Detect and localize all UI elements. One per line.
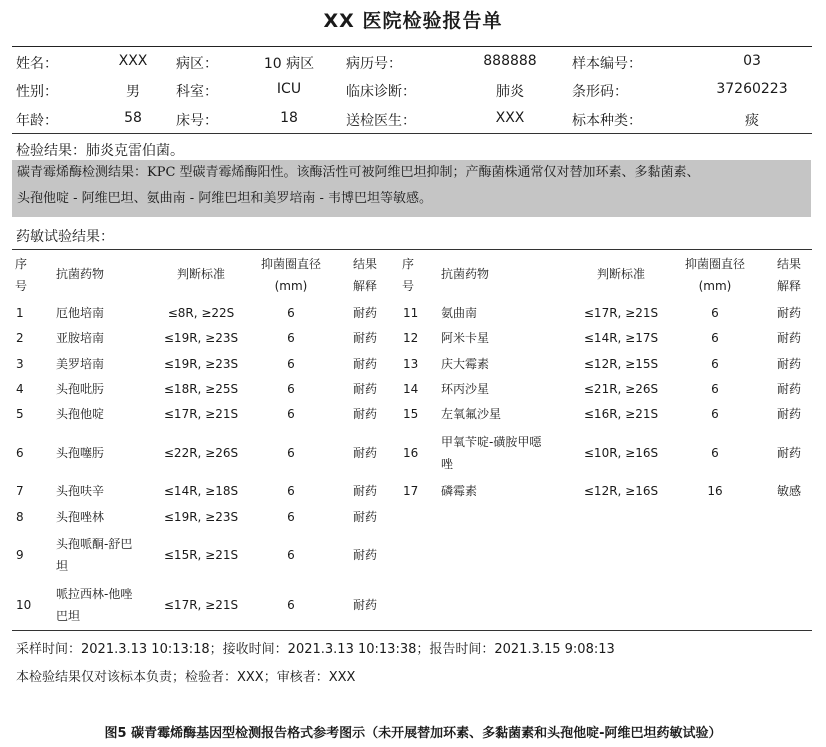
row-criteria: ≤19R, ≥23S	[163, 510, 239, 524]
sex-value: 男	[126, 84, 140, 100]
top-rule	[12, 46, 812, 47]
row-criteria: ≤14R, ≥18S	[163, 484, 239, 498]
row-zone: 6	[287, 382, 295, 396]
row-interp: 耐药	[776, 382, 801, 396]
responsibility-note: 本检验结果仅对该标本负责；检验者：XXX；审核者：XXX	[16, 670, 356, 685]
patient-info-row-3	[12, 105, 812, 133]
row-zone: 6	[711, 382, 719, 396]
row-no: 9	[16, 548, 24, 562]
row-criteria: ≤10R, ≥16S	[583, 446, 659, 460]
department-value: ICU	[276, 81, 302, 97]
row-drug: 头孢哌酮-舒巴坦	[56, 537, 133, 573]
row-no: 2	[16, 331, 24, 345]
row-zone: 16	[707, 484, 723, 498]
row-interp: 耐药	[352, 548, 377, 562]
header-zone-text: (mm)	[274, 279, 308, 293]
row-zone: 6	[287, 306, 295, 320]
row-no: 6	[16, 446, 24, 460]
header-criteria-left: 判断标准	[176, 267, 225, 281]
row-no: 7	[16, 484, 24, 498]
row-zone: 6	[711, 407, 719, 421]
barcode-label: 条形码：	[572, 84, 628, 100]
row-zone: 6	[287, 446, 295, 460]
row-drug: 甲氧苄啶-磺胺甲噁唑	[441, 435, 542, 471]
row-no: 11	[403, 306, 419, 320]
row-zone: 6	[711, 446, 719, 460]
row-interp: 耐药	[776, 407, 801, 421]
row-drug: 环丙沙星	[441, 382, 490, 396]
row-interp: 耐药	[352, 510, 377, 524]
ast-label: 药敏试验结果：	[16, 229, 114, 245]
row-zone: 6	[711, 306, 719, 320]
row-criteria: ≤19R, ≥23S	[163, 331, 239, 345]
row-drug: 阿米卡星	[441, 331, 490, 345]
row-drug: 亚胺培南	[56, 331, 105, 345]
header-drug-left: 抗菌药物	[56, 267, 105, 281]
row-drug: 头孢唑林	[56, 510, 105, 524]
sample-no-label: 样本编号：	[572, 56, 642, 72]
diagnosis-value: 肺炎	[496, 84, 524, 100]
row-criteria: ≤18R, ≥25S	[163, 382, 239, 396]
doctor-value: XXX	[495, 110, 525, 126]
row-criteria: ≤14R, ≥17S	[583, 331, 659, 345]
row-zone: 6	[287, 548, 295, 562]
patient-info-row-2	[12, 76, 812, 104]
header-interp-left	[346, 253, 384, 297]
header-interp-text: 解释	[352, 279, 377, 293]
row-no: 14	[403, 382, 419, 396]
row-no: 12	[403, 331, 419, 345]
diagnosis-label: 临床诊断：	[346, 84, 416, 100]
table-bottom-rule	[12, 630, 812, 631]
header-no-text: 号	[14, 279, 27, 293]
table-top-rule	[12, 249, 812, 250]
header-criteria-right: 判断标准	[596, 267, 645, 281]
row-criteria: ≤22R, ≥26S	[163, 446, 239, 460]
row-interp: 耐药	[352, 446, 377, 460]
row-criteria: ≤16R, ≥21S	[583, 407, 659, 421]
row-no: 8	[16, 510, 24, 524]
row-interp: 耐药	[352, 357, 377, 371]
row-interp: 耐药	[352, 331, 377, 345]
info-rule	[12, 133, 812, 134]
specimen-value: 痰	[745, 113, 759, 129]
bed-value: 18	[280, 110, 298, 126]
header-interp-text: 解释	[776, 279, 801, 293]
row-no: 13	[403, 357, 419, 371]
row-criteria: ≤17R, ≥21S	[583, 306, 659, 320]
row-no: 5	[16, 407, 24, 421]
row-interp: 耐药	[352, 484, 377, 498]
row-drug: 庆大霉素	[441, 357, 490, 371]
header-interp-text: 结果	[776, 257, 801, 271]
age-label: 年龄：	[16, 113, 58, 129]
doctor-label: 送检医生：	[346, 113, 416, 129]
row-interp: 耐药	[352, 382, 377, 396]
row-interp: 耐药	[352, 407, 377, 421]
row-no: 17	[403, 484, 419, 498]
name-value: XXX	[118, 53, 148, 69]
row-interp: 敏感	[776, 484, 801, 498]
row-drug: 哌拉西林-他唑巴坦	[56, 587, 133, 623]
row-zone: 6	[287, 407, 295, 421]
row-interp: 耐药	[776, 306, 801, 320]
carbapenemase-line-1: 碳青霉烯酶检测结果：KPC 型碳青霉烯酶阳性。该酶活性可被阿维巴坦抑制；产酶菌株通常仅对替加环素、多黏菌素、	[17, 165, 700, 180]
row-no: 3	[16, 357, 24, 371]
sample-times: 采样时间：2021.3.13 10:13:18；接收时间：2021.3.13 10:13:38；报告时间：2021.3.15 9:08:13	[16, 642, 615, 657]
ward-value: 10 病区	[263, 56, 315, 72]
row-criteria: ≤17R, ≥21S	[163, 598, 239, 612]
test-result: 检验结果：肺炎克雷伯菌。	[16, 143, 184, 159]
row-interp: 耐药	[776, 357, 801, 371]
row-interp: 耐药	[776, 446, 801, 460]
specimen-label: 标本种类：	[572, 113, 642, 129]
row-interp: 耐药	[776, 331, 801, 345]
row-no: 1	[16, 306, 24, 320]
header-zone-text: 抑菌圈直径	[684, 257, 745, 271]
row-criteria: ≤12R, ≥15S	[583, 357, 659, 371]
row-criteria: ≤17R, ≥21S	[163, 407, 239, 421]
header-drug-right: 抗菌药物	[441, 267, 490, 281]
header-zone-text: (mm)	[698, 279, 732, 293]
header-no-text: 序	[401, 257, 414, 271]
row-criteria: ≤8R, ≥22S	[167, 306, 235, 320]
header-no-right	[399, 253, 417, 297]
row-no: 10	[16, 598, 32, 612]
age-value: 58	[124, 110, 142, 126]
record-no-label: 病历号：	[346, 56, 402, 72]
row-zone: 6	[711, 331, 719, 345]
header-no-left	[12, 253, 30, 297]
row-no: 15	[403, 407, 419, 421]
carbapenemase-result-box	[12, 160, 811, 217]
row-zone: 6	[287, 484, 295, 498]
row-criteria: ≤12R, ≥16S	[583, 484, 659, 498]
header-no-text: 序	[14, 257, 27, 271]
header-interp-right	[770, 253, 808, 297]
figure-caption: 图5 碳青霉烯酶基因型检测报告格式参考图示（未开展替加环素、多黏菌素和头孢他啶-阿维巴坦药敏试验）	[104, 726, 722, 741]
row-criteria: ≤19R, ≥23S	[163, 357, 239, 371]
carbapenemase-line-2: 头孢他啶 - 阿维巴坦、氨曲南 - 阿维巴坦和美罗培南 - 韦博巴坦等敏感。	[17, 191, 432, 206]
row-drug: 左氧氟沙星	[441, 407, 502, 421]
bed-label: 床号：	[176, 113, 218, 129]
row-drug: 头孢吡肟	[56, 382, 105, 396]
row-interp: 耐药	[352, 598, 377, 612]
report-title: XX 医院检验报告单	[323, 10, 503, 32]
row-zone: 6	[711, 357, 719, 371]
row-drug: 厄他培南	[56, 306, 105, 320]
barcode-value: 37260223	[716, 81, 788, 97]
patient-info-row-1	[12, 48, 812, 76]
sample-no-value: 03	[743, 53, 761, 69]
row-no: 4	[16, 382, 24, 396]
row-drug: 美罗培南	[56, 357, 105, 371]
row-interp: 耐药	[352, 306, 377, 320]
row-drug: 头孢噻肟	[56, 446, 105, 460]
header-no-text: 号	[401, 279, 414, 293]
ward-label: 病区：	[176, 56, 218, 72]
row-drug: 头孢呋辛	[56, 484, 105, 498]
header-interp-text: 结果	[352, 257, 377, 271]
row-zone: 6	[287, 357, 295, 371]
header-zone-text: 抑菌圈直径	[260, 257, 321, 271]
row-criteria: ≤21R, ≥26S	[583, 382, 659, 396]
name-label: 姓名：	[16, 56, 58, 72]
row-zone: 6	[287, 331, 295, 345]
sex-label: 性别：	[16, 84, 58, 100]
header-zone-left	[244, 253, 338, 297]
row-zone: 6	[287, 510, 295, 524]
row-zone: 6	[287, 598, 295, 612]
header-zone-right	[668, 253, 762, 297]
row-no: 16	[403, 446, 419, 460]
row-drug: 头孢他啶	[56, 407, 105, 421]
row-criteria: ≤15R, ≥21S	[163, 548, 239, 562]
row-drug: 氨曲南	[441, 306, 478, 320]
department-label: 科室：	[176, 84, 218, 100]
row-drug: 磷霉素	[441, 484, 478, 498]
record-no-value: 888888	[483, 53, 537, 69]
